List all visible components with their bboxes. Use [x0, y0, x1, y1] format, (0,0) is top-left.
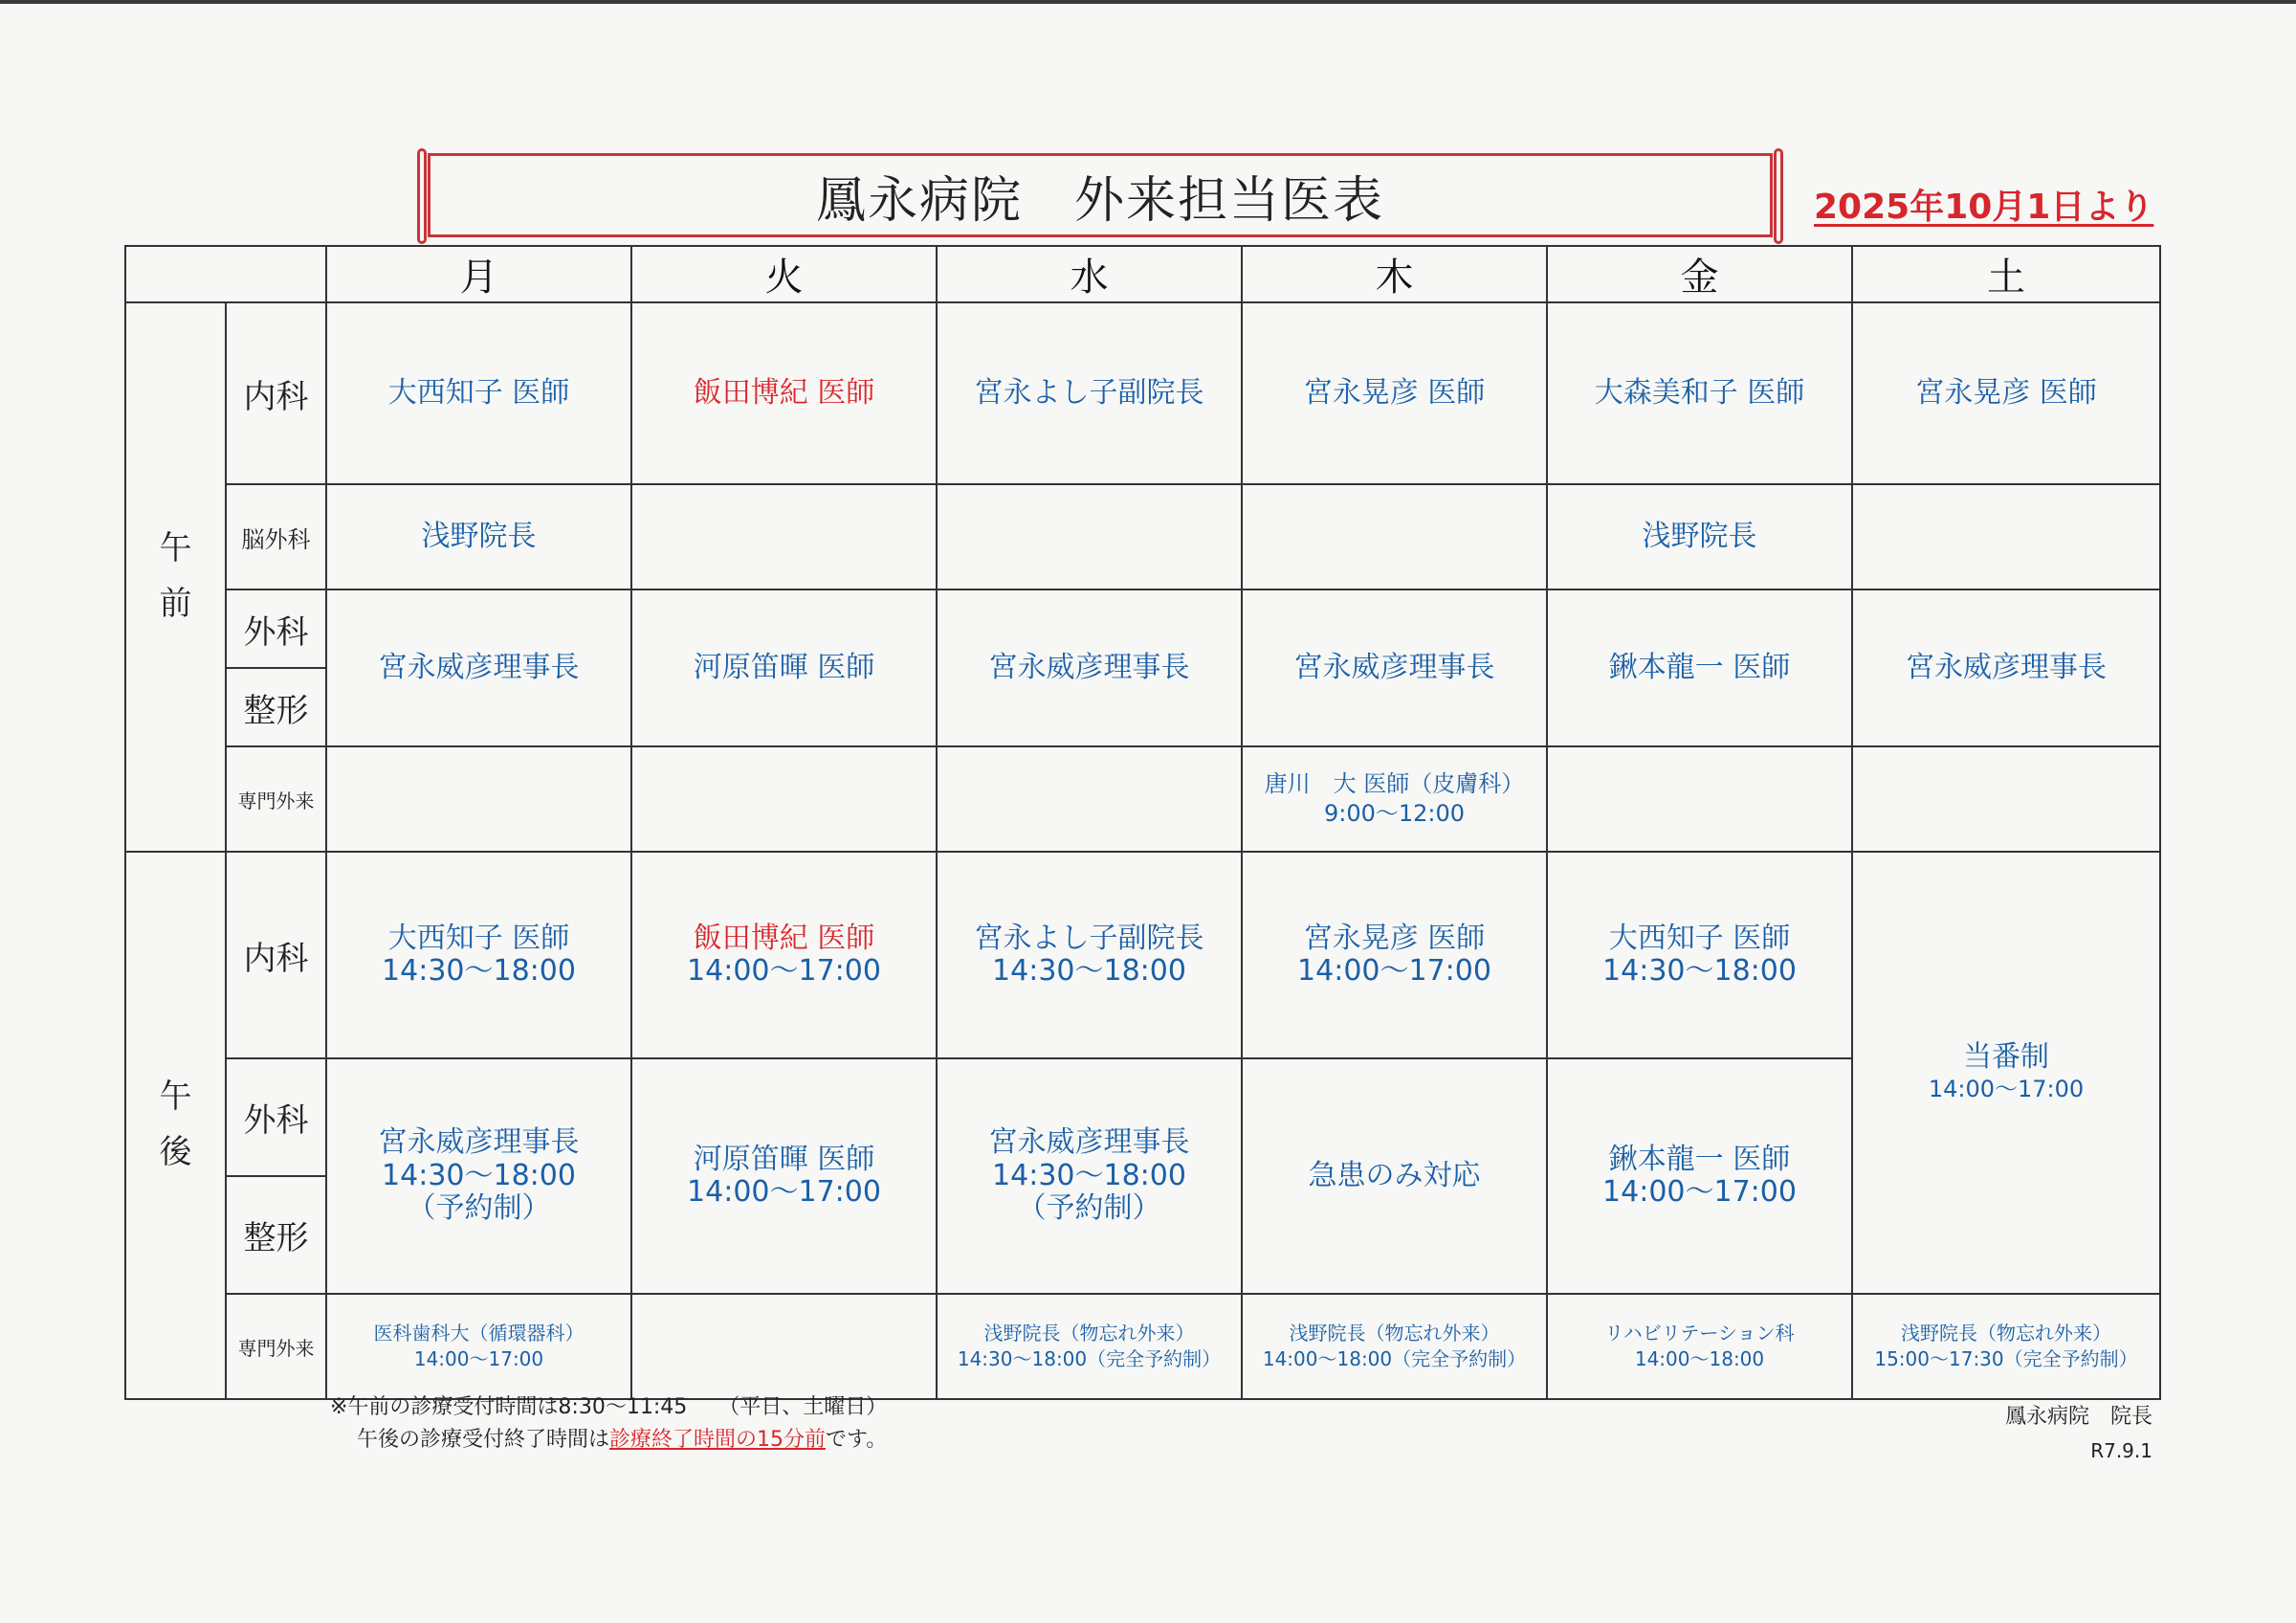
- am-specialty-wed: [937, 746, 1242, 852]
- day-tue: 火: [631, 246, 937, 302]
- am-internal-thu: 宮永晃彦 医師: [1242, 302, 1547, 484]
- pm-internal-thu-name: 宮永晃彦 医師: [1303, 921, 1486, 955]
- pm-internal-thu-time: 14:00～17:00: [1297, 954, 1491, 988]
- am-surgery-fri: 鍬本龍一 医師: [1547, 589, 1852, 746]
- am-internal-mon: 大西知子 医師: [326, 302, 631, 484]
- pm-specialty-sat-name: 浅野院長（物忘れ外来）: [1901, 1322, 2111, 1345]
- pm-specialty-sat: [1852, 1294, 2160, 1399]
- am-neuro-tue: [631, 484, 937, 589]
- note-morning-reception: ※午前の診療受付時間は8:30～11:45 （平日、土曜日）: [330, 1395, 888, 1419]
- footnotes: [330, 1391, 887, 1456]
- pm-internal-fri-time: 14:30～18:00: [1602, 954, 1797, 988]
- pm-surgery-wed-name: 宮永威彦理事長: [988, 1125, 1190, 1160]
- am-specialty-fri: [1547, 746, 1852, 852]
- schedule-table: [124, 245, 2161, 1400]
- pm-internal-tue-time: 14:00～17:00: [687, 954, 881, 988]
- note-afternoon-reception: [330, 1424, 887, 1456]
- dept-internal-am: 内科: [226, 302, 326, 484]
- pm-specialty-tue: [631, 1294, 937, 1399]
- pm-surgery-tue: [631, 1058, 937, 1294]
- pm-surgery-fri: [1547, 1058, 1852, 1294]
- pm-surgery-thu-name: 急患のみ対応: [1308, 1158, 1481, 1192]
- pm-internal-tue-name: 飯田博紀 医師: [693, 921, 875, 955]
- am-neuro-wed: [937, 484, 1242, 589]
- pm-surgery-mon-note: （予約制）: [407, 1191, 551, 1226]
- pm-specialty-fri-name: リハビリテーション科: [1604, 1322, 1795, 1345]
- pm-internal-fri: [1547, 852, 1852, 1058]
- pm-specialty-mon-name: 医科歯科大（循環器科）: [373, 1322, 585, 1345]
- am-specialty-tue: [631, 746, 937, 852]
- dept-specialty-am: 専門外来: [226, 746, 326, 852]
- pm-internal-wed: [937, 852, 1242, 1058]
- am-specialty-thu: [1242, 746, 1547, 852]
- pm-sat-duty-name: 当番制: [1963, 1040, 2049, 1075]
- am-internal-tue: 飯田博紀 医師: [631, 302, 937, 484]
- dept-ortho-am: 整形: [227, 667, 325, 745]
- am-surgery-wed: 宮永威彦理事長: [937, 589, 1242, 746]
- dept-internal-pm: 内科: [226, 852, 326, 1058]
- am-internal-row: [125, 302, 2160, 484]
- pm-specialty-wed: [937, 1294, 1242, 1399]
- am-surgery-thu: 宮永威彦理事長: [1242, 589, 1547, 746]
- dept-surgery-ortho-pm: [226, 1058, 326, 1294]
- period-morning-label: 午 前: [159, 529, 192, 623]
- am-internal-wed: 宮永よし子副院長: [937, 302, 1242, 484]
- am-specialty-thu-name: 唐川 大 医師（皮膚科）: [1264, 769, 1525, 797]
- pm-internal-fri-name: 大西知子 医師: [1608, 921, 1791, 955]
- document-code: R7.9.1: [2090, 1439, 2152, 1463]
- pm-surgery-wed-note: （予約制）: [1017, 1191, 1161, 1226]
- am-surgery-row: [125, 589, 2160, 746]
- day-mon: 月: [326, 246, 631, 302]
- pm-surgery-mon: [326, 1058, 631, 1294]
- day-sat: 土: [1852, 246, 2160, 302]
- signature-block: [2005, 1399, 2152, 1467]
- pm-specialty-fri-time: 14:00～18:00: [1634, 1347, 1765, 1370]
- signature-name: 鳳永病院 院長: [2004, 1405, 2152, 1429]
- am-neurosurgery-row: [125, 484, 2160, 589]
- pm-internal-mon: [326, 852, 631, 1058]
- period-morning: [125, 302, 226, 852]
- pm-surgery-mon-name: 宮永威彦理事長: [378, 1125, 580, 1160]
- pm-specialty-mon: [326, 1294, 631, 1399]
- note-afternoon-suffix: です。: [826, 1428, 888, 1453]
- pm-specialty-thu-time: 14:00～18:00（完全予約制）: [1262, 1347, 1527, 1370]
- pm-internal-mon-name: 大西知子 医師: [387, 921, 570, 955]
- dept-surgery-pm: 外科: [243, 1101, 309, 1140]
- pm-internal-thu: [1242, 852, 1547, 1058]
- am-neuro-mon: 浅野院長: [326, 484, 631, 589]
- am-surgery-sat: 宮永威彦理事長: [1852, 589, 2160, 746]
- pm-sat-duty: [1852, 852, 2160, 1294]
- pm-specialty-sat-time: 15:00～17:30（完全予約制）: [1874, 1347, 2138, 1370]
- pm-internal-tue: [631, 852, 937, 1058]
- day-thu: 木: [1242, 246, 1547, 302]
- pm-surgery-fri-time: 14:00～17:00: [1602, 1175, 1797, 1209]
- am-specialty-thu-time: 9:00～12:00: [1323, 800, 1466, 827]
- page-title: 鳳永病院 外来担当医表: [815, 171, 1384, 230]
- am-neuro-fri: 浅野院長: [1547, 484, 1852, 589]
- dept-surgery-am: 外科: [243, 612, 309, 652]
- note-afternoon-highlight: 診療終了時間の15分前: [609, 1428, 827, 1453]
- pm-specialty-thu-name: 浅野院長（物忘れ外来）: [1289, 1322, 1500, 1345]
- pm-sat-duty-time: 14:00～17:00: [1928, 1075, 2085, 1102]
- am-neuro-thu: [1242, 484, 1547, 589]
- pm-surgery-thu: [1242, 1058, 1547, 1294]
- am-internal-fri: 大森美和子 医師: [1547, 302, 1852, 484]
- dept-surgery-ortho-am: [226, 589, 326, 746]
- pm-specialty-wed-name: 浅野院長（物忘れ外来）: [983, 1322, 1195, 1345]
- pm-internal-mon-time: 14:30～18:00: [382, 954, 576, 988]
- note-afternoon-prefix: 午後の診療受付終了時間は: [357, 1428, 610, 1453]
- pm-surgery-tue-time: 14:00～17:00: [687, 1175, 881, 1209]
- pm-specialty-row: [125, 1294, 2160, 1399]
- am-specialty-mon: [326, 746, 631, 852]
- pm-surgery-fri-name: 鍬本龍一 医師: [1608, 1142, 1791, 1176]
- am-surgery-mon: 宮永威彦理事長: [326, 589, 631, 746]
- title-banner: [428, 153, 1773, 237]
- period-afternoon-label: 午 後: [159, 1078, 192, 1171]
- pm-specialty-wed-time: 14:30～18:00（完全予約制）: [957, 1347, 1222, 1370]
- dept-specialty-pm: 専門外来: [226, 1294, 326, 1399]
- pm-specialty-mon-time: 14:00～17:00: [413, 1347, 544, 1370]
- effective-date: 2025年10月1日より: [1814, 188, 2154, 227]
- pm-specialty-thu: [1242, 1294, 1547, 1399]
- am-surgery-tue: 河原笛暉 医師: [631, 589, 937, 746]
- top-rule: [0, 0, 2296, 4]
- pm-surgery-tue-name: 河原笛暉 医師: [693, 1142, 875, 1176]
- am-neuro-sat: [1852, 484, 2160, 589]
- dept-ortho-pm: 整形: [227, 1175, 325, 1293]
- corner-cell: [125, 246, 326, 302]
- period-afternoon: [125, 852, 226, 1399]
- pm-internal-row: [125, 852, 2160, 1058]
- am-internal-sat: 宮永晃彦 医師: [1852, 302, 2160, 484]
- dept-neurosurgery: 脳外科: [226, 484, 326, 589]
- pm-specialty-fri: [1547, 1294, 1852, 1399]
- day-wed: 水: [937, 246, 1242, 302]
- day-header-row: [125, 246, 2160, 302]
- pm-internal-wed-time: 14:30～18:00: [992, 954, 1186, 988]
- pm-surgery-wed-time: 14:30～18:00: [992, 1158, 1186, 1192]
- pm-surgery-wed: [937, 1058, 1242, 1294]
- pm-surgery-mon-time: 14:30～18:00: [382, 1158, 576, 1192]
- am-specialty-sat: [1852, 746, 2160, 852]
- pm-internal-wed-name: 宮永よし子副院長: [974, 921, 1204, 955]
- am-specialty-row: [125, 746, 2160, 852]
- day-fri: 金: [1547, 246, 1852, 302]
